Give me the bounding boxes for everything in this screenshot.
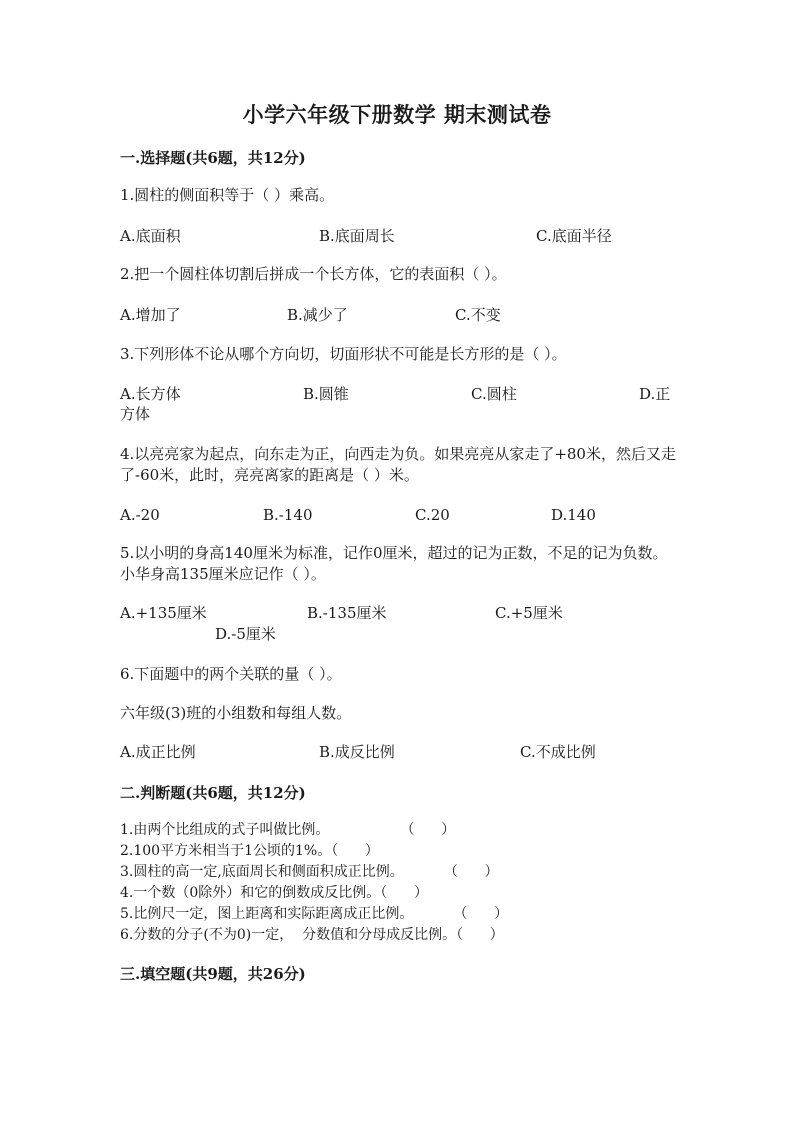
q5-option-a: A.+135厘米 xyxy=(120,604,207,622)
question-4: 4.以亮亮家为起点，向东走为正，向西走为负。如果亮亮从家走了+80米，然后又走了-60米，此时，亮亮离家的距离是（ ）米。 xyxy=(120,445,676,484)
judgement-item-1: 1.由两个比组成的式子叫做比例。 （ ） xyxy=(120,822,456,838)
judgement-item-4: 4.一个数（0除外）和它的倒数成反比例。（ ） xyxy=(120,885,428,901)
section-heading-judgement: 二.判断题(共6题，共12分) xyxy=(120,784,306,802)
q4-option-a: A.-20 xyxy=(120,506,160,524)
q3-option-d-wrap: 方体 xyxy=(120,405,151,423)
q6-option-c: C.不成比例 xyxy=(520,743,596,761)
question-6: 6.下面题中的两个关联的量（ ）。 xyxy=(120,665,342,683)
judgement-item-5: 5.比例尺一定，图上距离和实际距离成正比例。 （ ） xyxy=(120,906,509,922)
judgement-item-6: 6.分数的分子(不为0)一定， 分数值和分母成反比例。（ ） xyxy=(120,927,504,943)
q5-option-d: D.-5厘米 xyxy=(215,625,276,643)
section-heading-fill: 三.填空题(共9题，共26分) xyxy=(120,965,306,983)
q5-option-c: C.+5厘米 xyxy=(495,604,563,622)
question-6-subtext: 六年级(3)班的小组数和每组人数。 xyxy=(120,704,352,722)
q1-option-c: C.底面半径 xyxy=(536,227,612,245)
q1-option-b: B.底面周长 xyxy=(319,227,395,245)
q4-option-b: B.-140 xyxy=(263,506,313,524)
question-3: 3.下列形体不论从哪个方向切，切面形状不可能是长方形的是（ ）。 xyxy=(120,345,567,363)
q6-option-a: A.成正比例 xyxy=(120,743,196,761)
q4-option-d: D.140 xyxy=(551,506,596,524)
q3-option-d: D.正 xyxy=(639,385,671,403)
question-1: 1.圆柱的侧面积等于（ ）乘高。 xyxy=(120,186,335,204)
judgement-item-3: 3.圆柱的高一定,底面周长和侧面积成正比例。 （ ） xyxy=(120,864,499,880)
q2-option-c: C.不变 xyxy=(455,306,501,324)
q2-option-a: A.增加了 xyxy=(120,306,181,324)
question-2: 2.把一个圆柱体切割后拼成一个长方体，它的表面积（ ）。 xyxy=(120,265,507,283)
q6-option-b: B.成反比例 xyxy=(319,743,395,761)
q3-option-c: C.圆柱 xyxy=(471,385,517,403)
q2-option-b: B.减少了 xyxy=(287,306,348,324)
page-title: 小学六年级下册数学 期末测试卷 xyxy=(242,102,552,127)
q5-option-b: B.-135厘米 xyxy=(307,604,387,622)
question-5: 5.以小明的身高140厘米为标准，记作0厘米，超过的记为正数，不足的记为负数。小华身高135厘米应记作（ ）。 xyxy=(120,544,668,583)
q1-option-a: A.底面积 xyxy=(120,227,181,245)
section-heading-choice: 一.选择题(共6题，共12分) xyxy=(120,149,306,167)
judgement-item-2: 2.100平方米相当于1公顷的1%。（ ） xyxy=(120,843,379,859)
q3-option-b: B.圆锥 xyxy=(303,385,349,403)
q4-option-c: C.20 xyxy=(415,506,450,524)
q3-option-a: A.长方体 xyxy=(120,385,181,403)
